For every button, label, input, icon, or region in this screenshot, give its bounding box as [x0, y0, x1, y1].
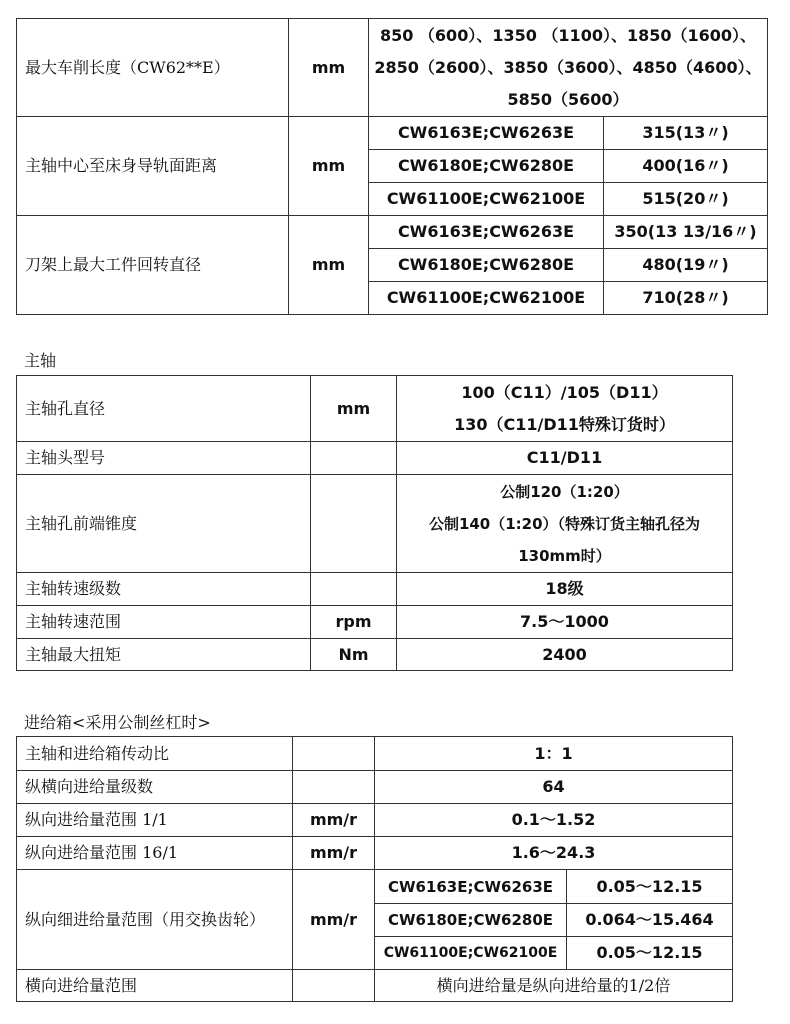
row-value: 64: [374, 770, 733, 804]
row-unit: rpm: [310, 605, 397, 639]
row-label: 纵横向进给量级数: [16, 770, 293, 804]
value-line: 130（C11/D11特殊订货时）: [454, 414, 675, 434]
row-unit: [310, 474, 397, 573]
row-unit: mm: [288, 116, 369, 216]
row-unit: mm: [288, 18, 369, 117]
model-cell: CW6163E;CW6263E: [368, 215, 604, 249]
value-line: 2850（2600）、3850（3600）、4850（4600）、: [374, 57, 762, 77]
row-label: 主轴孔直径: [16, 375, 311, 442]
model-cell: CW6180E;CW6280E: [368, 248, 604, 282]
row-label: 主轴孔前端锥度: [16, 474, 311, 573]
model-cell: CW6180E;CW6280E: [374, 903, 567, 937]
model-cell: CW6180E;CW6280E: [368, 149, 604, 183]
row-label: 主轴转速级数: [16, 572, 311, 606]
row-unit: [292, 770, 375, 804]
row-unit: [292, 969, 375, 1002]
value-line: 850 （600）、1350 （1100）、1850（1600）、: [379, 25, 757, 45]
row-unit: mm/r: [292, 803, 375, 837]
row-label: 主轴转速范围: [16, 605, 311, 639]
value-line: 100（C11）/105（D11）: [461, 382, 668, 402]
row-value: 18级: [396, 572, 733, 606]
value-cell: 315(13〃): [603, 116, 768, 150]
row-unit: mm: [288, 215, 369, 315]
model-cell: CW61100E;CW62100E: [374, 936, 567, 970]
row-label: 主轴中心至床身导轨面距离: [16, 116, 289, 216]
value-line: 130mm时）: [518, 546, 611, 565]
value-cell: 480(19〃): [603, 248, 768, 282]
row-value: C11/D11: [396, 441, 733, 475]
value-cell: 515(20〃): [603, 182, 768, 216]
value-cell: 0.064～15.464: [566, 903, 733, 937]
row-value: 7.5～1000: [396, 605, 733, 639]
row-unit: mm: [310, 375, 397, 442]
row-value: 1：1: [374, 736, 733, 771]
value-line: 公制140（1:20）（特殊订货主轴孔径为: [428, 514, 701, 533]
model-cell: CW61100E;CW62100E: [368, 182, 604, 216]
value-cell: 0.05～12.15: [566, 936, 733, 970]
row-label: 主轴最大扭矩: [16, 638, 311, 671]
row-label: 纵向进给量范围 16/1: [16, 836, 293, 870]
row-label: 横向进给量范围: [16, 969, 293, 1002]
value-line: 5850（5600）: [507, 89, 629, 109]
row-unit: [310, 572, 397, 606]
value-cell: 350(13 13/16〃): [603, 215, 768, 249]
row-unit: [292, 736, 375, 771]
row-value: 0.1～1.52: [374, 803, 733, 837]
row-value: 横向进给量是纵向进给量的1/2倍: [374, 969, 733, 1002]
model-cell: CW6163E;CW6263E: [368, 116, 604, 150]
row-unit: [310, 441, 397, 475]
section-title-spindle: 主轴: [24, 351, 57, 370]
row-value: [396, 375, 733, 442]
row-unit: mm/r: [292, 836, 375, 870]
row-label: 刀架上最大工件回转直径: [16, 215, 289, 315]
row-label: 主轴和进给箱传动比: [16, 736, 293, 771]
row-value: [396, 474, 733, 573]
row-value: 2400: [396, 638, 733, 671]
model-cell: CW6163E;CW6263E: [374, 869, 567, 904]
value-cell: 400(16〃): [603, 149, 768, 183]
section-title-feedbox: 进给箱<采用公制丝杠时>: [24, 713, 211, 732]
row-value: 1.6～24.3: [374, 836, 733, 870]
row-label: 纵向细进给量范围（用交换齿轮）: [16, 869, 293, 970]
row-unit: Nm: [310, 638, 397, 671]
row-value: [368, 18, 768, 117]
value-cell: 710(28〃): [603, 281, 768, 315]
row-label: 纵向进给量范围 1/1: [16, 803, 293, 837]
row-label: 主轴头型号: [16, 441, 311, 475]
row-unit: mm/r: [292, 869, 375, 970]
row-label: 最大车削长度（CW62**E）: [16, 18, 289, 117]
value-line: 公制120（1:20）: [500, 482, 629, 501]
value-cell: 0.05～12.15: [566, 869, 733, 904]
model-cell: CW61100E;CW62100E: [368, 281, 604, 315]
